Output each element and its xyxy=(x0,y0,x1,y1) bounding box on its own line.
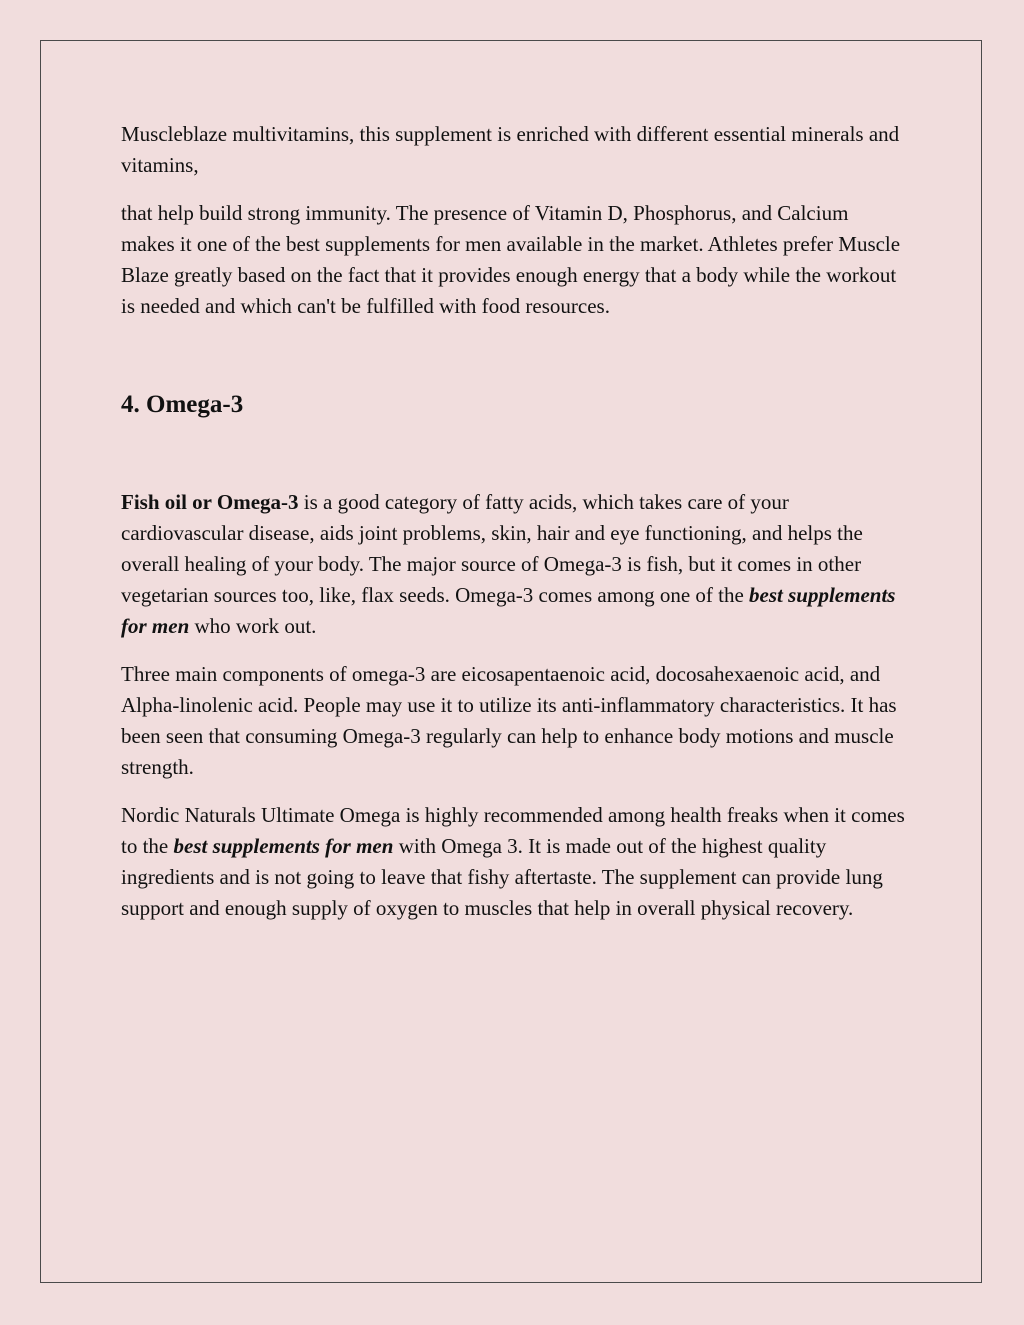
omega-paragraph-3-text-b: with Omega 3. It is made out of the highest quality ingredients and is not going to leave that fishy aftertaste. The supplement can provide lung support and enough supply of oxygen to muscles that help in overall physical recovery. xyxy=(121,834,883,920)
bold-lead-text: Fish oil or Omega-3 xyxy=(121,490,299,514)
emphasis-best-supplements-1: best supplements for men xyxy=(121,583,896,638)
omega-paragraph-1-text-a: is a good category of fatty acids, which takes care of your cardiovascular disease, aids joint problems, skin, hair and eye functioning, and helps the overall healing of your body. The major source of Omega-3 is fish, but it comes in other vegetarian sources too, like, flax seeds. Omega-3 comes among one of the xyxy=(121,490,863,607)
intro-paragraph-2: that help build strong immunity. The presence of Vitamin D, Phosphorus, and Calcium makes it one of the best supplements for men available in the market. Athletes prefer Muscle Blaze greatly based on the fact that it provides enough energy that a body while the workout is needed and which can't be fulfilled with food resources. xyxy=(121,201,901,318)
document-body xyxy=(121,119,906,941)
intro-paragraph-1: Muscleblaze multivitamins, this supplement is enriched with different essential minerals and vitamins, xyxy=(121,122,900,177)
emphasis-best-supplements-2: best supplements for men xyxy=(173,834,394,858)
omega-paragraph-3-text-a: Nordic Naturals Ultimate Omega is highly recommended among health freaks when it comes to the xyxy=(121,803,905,858)
omega-paragraph-1 xyxy=(121,487,906,642)
section-heading-omega-3: 4. Omega-3 xyxy=(121,391,244,418)
omega-paragraph-3 xyxy=(121,800,906,924)
omega-paragraph-1-text-b: who work out. xyxy=(189,614,317,638)
omega-paragraph-2: Three main components of omega-3 are eicosapentaenoic acid, docosahexaenoic acid, and Alpha-linolenic acid. People may use it to utilize its anti-inflammatory characteristics. It has been seen that consuming Omega-3 regularly can help to enhance body motions and muscle strength. xyxy=(121,662,897,779)
